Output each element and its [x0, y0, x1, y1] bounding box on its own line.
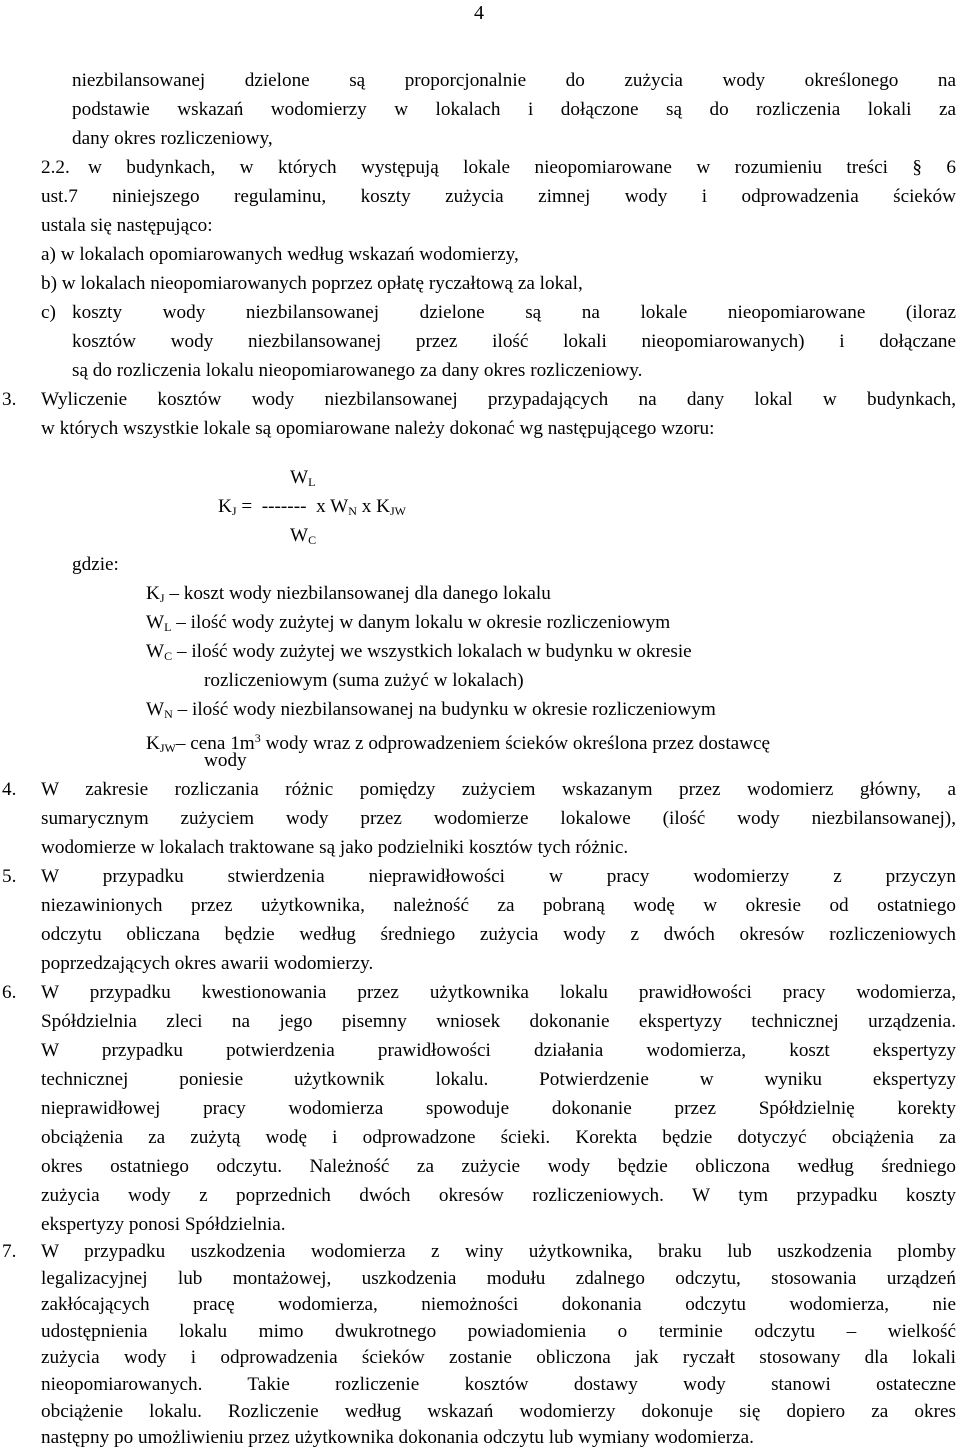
text-line: W przypadku stwierdzenia nieprawidłowości w pracy wodomierzy z przyczyn — [41, 866, 956, 887]
list-item-b: b) w lokalach nieopomiarowanych poprzez opłatę ryczałtową za lokal, — [41, 273, 583, 294]
text-line: Spółdzielnia zleci na jego pisemny wniosek dokonanie ekspertyzy technicznej urządzenia. — [41, 1011, 956, 1032]
text-line: udostępnienia lokalu mimo dwukrotnego powiadomienia o terminie odczytu – wielkość — [41, 1320, 956, 1342]
item-number: 7. — [2, 1241, 17, 1262]
list-item-a: a) w lokalach opomiarowanych według wskazań wodomierzy, — [41, 244, 519, 265]
list-item-c-label: c) — [41, 302, 56, 323]
text-line: w budynkach, w których występują lokale nieopomiarowane w rozumieniu treści § 6 — [88, 157, 956, 178]
text-line: odczytu obliczana będzie według średniego zużycia wody z dwóch okresów rozliczeniowych — [41, 924, 956, 945]
text-line: nieprawidłowej pracy wodomierza spowoduje dokonanie przez Spółdzielnię korekty — [41, 1098, 956, 1119]
item-number: 3. — [2, 389, 17, 410]
text-line: następny po umożliwieniu przez użytkownika dokonania odczytu lub wymiany wodomierza. — [41, 1427, 754, 1449]
text-line: W przypadku potwierdzenia prawidłowości działania wodomierza, koszt ekspertyzy — [41, 1040, 956, 1061]
definition-wc: $W_C$ – ilość wody zużytej we wszystkich lokalach w budynku w okresie — [146, 641, 692, 663]
text-line: są do rozliczenia lokalu nieopomiarowanego za dany okres rozliczeniowy. — [72, 360, 643, 381]
definition-wl: $W_L$ – ilość wody zużytej w danym lokalu w okresie rozliczeniowym — [146, 612, 671, 634]
text-line: okres ostatniego odczytu. Należność za zużycie wody będzie obliczona według średniego — [41, 1156, 956, 1177]
text-line: ekspertyzy ponosi Spółdzielnia. — [41, 1214, 286, 1235]
item-number: 5. — [2, 866, 17, 887]
text-line: ustala się następująco: — [41, 215, 213, 236]
text-line: obciążenia za zużytą wodę i odprowadzone ścieki. Korekta będzie dotyczyć obciążenia za — [41, 1127, 956, 1148]
definition-kjw-cont: wody — [204, 750, 247, 771]
item-number: 6. — [2, 982, 17, 1003]
item-number: 4. — [2, 779, 17, 800]
definition-kj: $K_J$ – koszt wody niezbilansowanej dla danego lokalu — [146, 583, 551, 605]
text-line: kosztów wody niezbilansowanej przez ilość lokali nieopomiarowanych) i dołączane — [72, 331, 956, 352]
text-line: dany okres rozliczeniowy, — [72, 128, 273, 149]
text-line: niezawinionych przez użytkownika, należność za pobraną wodę w okresie od ostatniego — [41, 895, 956, 916]
item-number: 2.2. — [41, 157, 70, 178]
definition-kjw: $K_{JW}-$ cena $1m^3$ wody wraz z odprowadzeniem ścieków określona przez dostawcę — [146, 731, 771, 755]
text-line: wodomierze w lokalach traktowane są jako podzielniki kosztów tych różnic. — [41, 837, 629, 858]
text-line: w których wszystkie lokale są opomiarowane należy dokonać wg następującego wzoru: — [41, 418, 715, 439]
formula-numerator: $W_L$ — [290, 467, 316, 489]
definition-wn: $W_N$ – ilość wody niezbilansowanej na budynku w okresie rozliczeniowym — [146, 699, 716, 721]
text-line: Wyliczenie kosztów wody niezbilansowanej przypadających na dany lokal w budynkach, — [41, 389, 956, 410]
text-line: podstawie wskazań wodomierzy w lokalach i dołączone są do rozliczenia lokali za — [72, 99, 956, 120]
text-line: obciążenie lokalu. Rozliczenie według wskazań wodomierzy dokonuje się dopiero za okres — [41, 1400, 956, 1422]
text-line: zakłócających pracę wodomierza, niemożności dokonania odczytu wodomierza, nie — [41, 1294, 956, 1316]
text-line: nieopomiarowanych. Takie rozliczenie kosztów dostawy wody stanowi ostateczne — [41, 1374, 956, 1395]
text-line: legalizacyjnej lub montażowej, uszkodzenia modułu zdalnego odczytu, stosowania urządzeń — [41, 1267, 956, 1289]
text-line: ust.7 niniejszego regulaminu, koszty zużycia zimnej wody i odprowadzenia ścieków — [41, 186, 956, 207]
text-line: W zakresie rozliczania różnic pomiędzy zużyciem wskazanym przez wodomierz główny, a — [41, 779, 956, 800]
page-number: 4 — [474, 2, 484, 24]
text-line: zużycia wody z poprzednich dwóch okresów rozliczeniowych. W tym przypadku koszty — [41, 1185, 956, 1206]
text-line: poprzedzających okres awarii wodomierzy. — [41, 953, 374, 974]
text-line: zużycia wody i odprowadzenia ścieków zostanie obliczona jak ryczałt stosowany dla lokali — [41, 1347, 956, 1369]
text-line: W przypadku kwestionowania przez użytkownika lokalu prawidłowości pracy wodomierza, — [41, 982, 956, 1003]
text-line: koszty wody niezbilansowanej dzielone są na lokale nieopomiarowane (iloraz — [72, 302, 956, 323]
text-line: technicznej poniesie użytkownik lokalu. Potwierdzenie w wyniku ekspertyzy — [41, 1069, 956, 1090]
definition-wc-cont: rozliczeniowym (suma zużyć w lokalach) — [204, 670, 524, 691]
formula-denominator: $W_C$ — [290, 525, 317, 547]
text-line: sumarycznym zużyciem wody przez wodomierze lokalowe (ilość wody niezbilansowanej), — [41, 808, 956, 829]
formula-body: $K_J$ = ------- x $W_N$ x $K_{JW}$ — [218, 496, 406, 518]
definitions-label: gdzie: — [72, 554, 119, 575]
text-line: niezbilansowanej dzielone są proporcjonalnie do zużycia wody określonego na — [72, 70, 956, 91]
text-line: W przypadku uszkodzenia wodomierza z winy użytkownika, braku lub uszkodzenia plomby — [41, 1241, 956, 1262]
